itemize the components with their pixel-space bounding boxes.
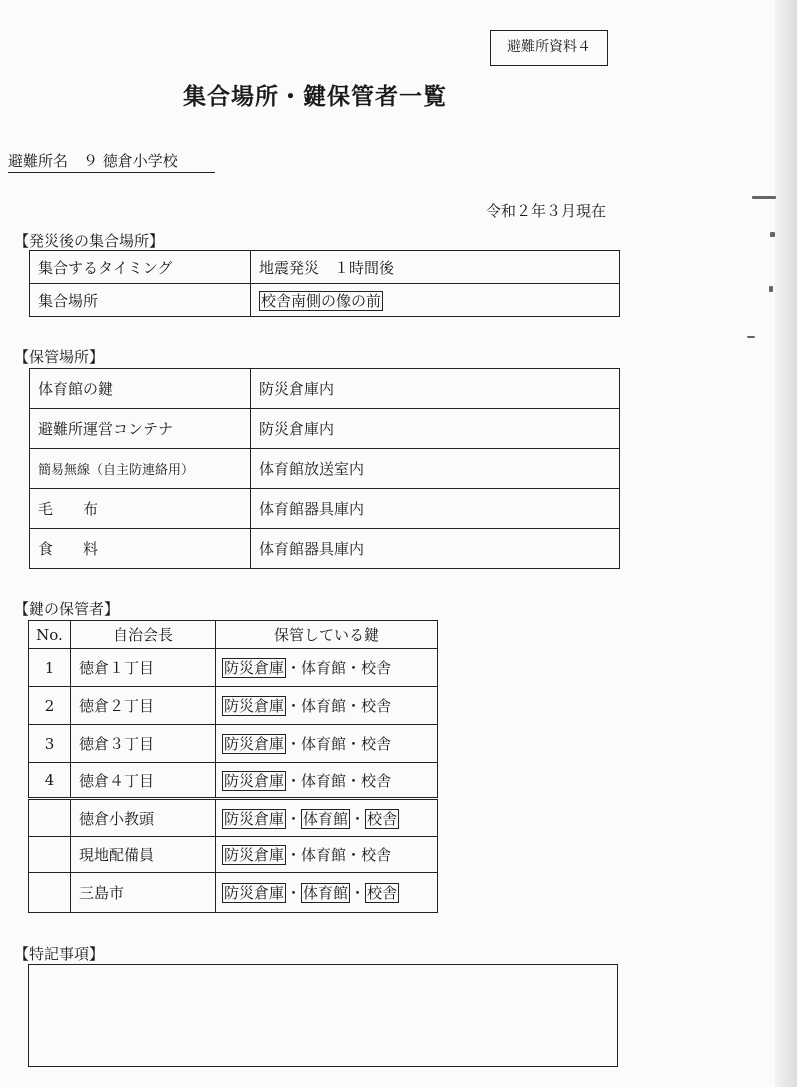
keyholder-no: 3 (29, 725, 71, 763)
page-title: 集合場所・鍵保管者一覧 (183, 84, 447, 110)
table-cell-label: 集合するタイミング (30, 251, 251, 284)
table-row (30, 449, 620, 489)
table-row (30, 529, 620, 569)
table-row (29, 649, 438, 687)
key-separator: ・ (286, 771, 302, 790)
table-cell-value: 地震発災 １時間後 (251, 251, 620, 284)
keyholder-no: 2 (29, 687, 71, 725)
keyholder-no: 1 (29, 649, 71, 687)
keyholder-name: 徳倉１丁目 (71, 649, 216, 687)
key-separator: ・ (346, 771, 362, 790)
keyholder-no (29, 837, 71, 873)
table-cell-label: 毛 布 (30, 489, 251, 529)
table-cell-value: 体育館放送室内 (251, 449, 620, 489)
table-cell-value: 防災倉庫内 (251, 409, 620, 449)
table-row (29, 799, 438, 837)
assembly-heading: 【発災後の集合場所】 (14, 232, 165, 250)
table-cell-label: 簡易無線（自主防連絡用） (30, 449, 251, 489)
scan-speck (769, 286, 773, 292)
table-row (30, 251, 620, 284)
scan-speck (747, 336, 755, 338)
storage-heading: 【保管場所】 (14, 348, 105, 366)
scan-edge-shadow (775, 0, 797, 1087)
assembly-place-boxed: 校舎南側の像の前 (261, 291, 382, 310)
table-cell-value: 防災倉庫内 (251, 369, 620, 409)
key-separator: ・ (346, 697, 362, 715)
table-row (29, 687, 438, 725)
table-row (30, 369, 620, 409)
key-k2: 体育館 (303, 884, 349, 902)
key-separator: ・ (346, 659, 362, 677)
keyholder-name: 三島市 (71, 873, 216, 913)
key-k3: 校舎 (361, 735, 392, 753)
keyholders-table (28, 620, 438, 913)
key-k3: 校舎 (361, 659, 392, 677)
keyholder-keys (216, 725, 438, 763)
document-id-box: 避難所資料４ (490, 30, 608, 66)
key-k1: 防災倉庫 (224, 771, 285, 790)
keyholder-no (29, 873, 71, 913)
as-of-date: 令和２年３月現在 (486, 202, 607, 220)
key-k1: 防災倉庫 (224, 697, 285, 715)
table-row (30, 489, 620, 529)
table-cell-label: 避難所運営コンテナ (30, 409, 251, 449)
key-k2: 体育館 (301, 846, 347, 864)
key-k2: 体育館 (301, 771, 347, 790)
key-separator: ・ (286, 659, 302, 677)
keyholder-no: 4 (29, 763, 71, 799)
key-separator: ・ (346, 735, 362, 753)
column-header-name: 自治会長 (71, 621, 216, 649)
scan-speck (752, 196, 776, 199)
keyholder-keys (216, 763, 438, 799)
notes-heading: 【特記事項】 (14, 945, 105, 963)
table-row (30, 284, 620, 317)
key-k3: 校舎 (361, 771, 392, 790)
keyholder-keys (216, 687, 438, 725)
key-k2: 体育館 (301, 659, 347, 677)
keyholder-keys (216, 837, 438, 873)
keyholder-name: 徳倉４丁目 (71, 763, 216, 799)
notes-box (28, 964, 618, 1067)
key-k1: 防災倉庫 (224, 884, 285, 902)
key-separator: ・ (286, 809, 302, 828)
scan-speck (770, 232, 775, 237)
key-separator: ・ (286, 735, 302, 753)
table-row (30, 409, 620, 449)
keyholder-keys (216, 649, 438, 687)
key-k1: 防災倉庫 (224, 809, 285, 828)
keyholder-name: 徳倉小教頭 (71, 799, 216, 837)
keyholder-keys (216, 799, 438, 837)
key-separator: ・ (286, 884, 302, 902)
key-separator: ・ (350, 809, 366, 828)
column-header-no: No. (29, 621, 71, 649)
keyholder-no (29, 799, 71, 837)
table-row (29, 725, 438, 763)
key-k1: 防災倉庫 (224, 846, 285, 864)
keyholder-name: 徳倉２丁目 (71, 687, 216, 725)
table-cell-label: 体育館の鍵 (30, 369, 251, 409)
key-k1: 防災倉庫 (224, 735, 285, 753)
key-k3: 校舎 (367, 884, 398, 902)
shelter-name: 避難所名 ９ 徳倉小学校 (8, 150, 215, 173)
keyholder-keys (216, 873, 438, 913)
key-k1: 防災倉庫 (224, 659, 285, 677)
table-cell-label: 食 料 (30, 529, 251, 569)
key-k3: 校舎 (361, 846, 392, 864)
table-row (29, 873, 438, 913)
key-separator: ・ (350, 884, 366, 902)
table-row (29, 837, 438, 873)
assembly-table (29, 250, 620, 317)
key-k2: 体育館 (303, 809, 349, 828)
keyholder-name: 徳倉３丁目 (71, 725, 216, 763)
key-k2: 体育館 (301, 735, 347, 753)
table-row (29, 763, 438, 799)
keyholder-name: 現地配備員 (71, 837, 216, 873)
table-cell-value: 体育館器具庫内 (251, 489, 620, 529)
table-header-row (29, 621, 438, 649)
column-header-keys: 保管している鍵 (216, 621, 438, 649)
key-separator: ・ (286, 846, 302, 864)
storage-table (29, 368, 620, 569)
keyholders-heading: 【鍵の保管者】 (14, 600, 120, 618)
table-cell-value (251, 284, 620, 317)
key-k3: 校舎 (367, 809, 398, 828)
key-k2: 体育館 (301, 697, 347, 715)
table-cell-label: 集合場所 (30, 284, 251, 317)
key-separator: ・ (286, 697, 302, 715)
key-k3: 校舎 (361, 697, 392, 715)
key-separator: ・ (346, 846, 362, 864)
table-cell-value: 体育館器具庫内 (251, 529, 620, 569)
